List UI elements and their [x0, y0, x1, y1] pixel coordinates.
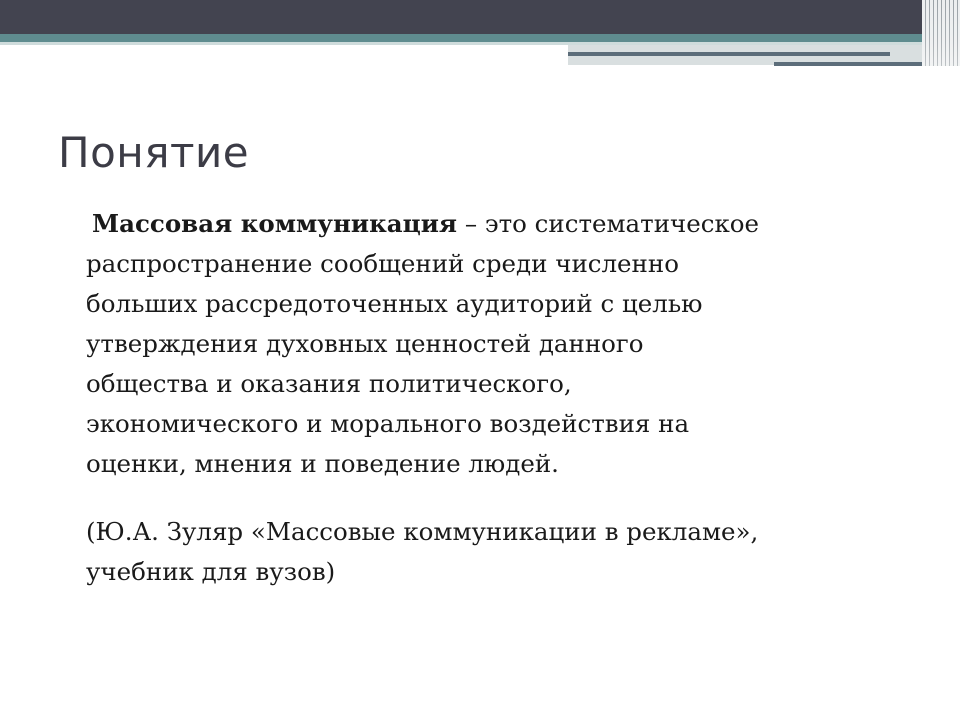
- accent-line: [0, 34, 960, 42]
- definition-text: распространение сообщений среди численно: [86, 249, 679, 278]
- decorative-line: [774, 62, 944, 66]
- decorative-stripes-shade: [922, 0, 960, 66]
- definition-paragraph: [86, 204, 906, 484]
- definition-text: оценки, мнения и поведение людей.: [86, 449, 559, 478]
- definition-text: утверждения духовных ценностей данного: [86, 329, 644, 358]
- slide-body: [86, 204, 906, 592]
- definition-text: общества и оказания политического,: [86, 369, 572, 398]
- definition-text: – это систематическое: [457, 209, 760, 238]
- source-paragraph: [86, 512, 906, 592]
- source-text: учебник для вузов): [86, 557, 336, 586]
- top-banner: [0, 0, 960, 34]
- definition-text: больших рассредоточенных аудиторий с целью: [86, 289, 703, 318]
- decorative-line: [568, 52, 890, 56]
- definition-term: Массовая коммуникация: [92, 209, 458, 238]
- slide-title: Понятие: [58, 128, 250, 177]
- source-text: (Ю.А. Зуляр «Массовые коммуникации в рекламе»,: [86, 517, 759, 546]
- definition-text: экономического и морального воздействия на: [86, 409, 690, 438]
